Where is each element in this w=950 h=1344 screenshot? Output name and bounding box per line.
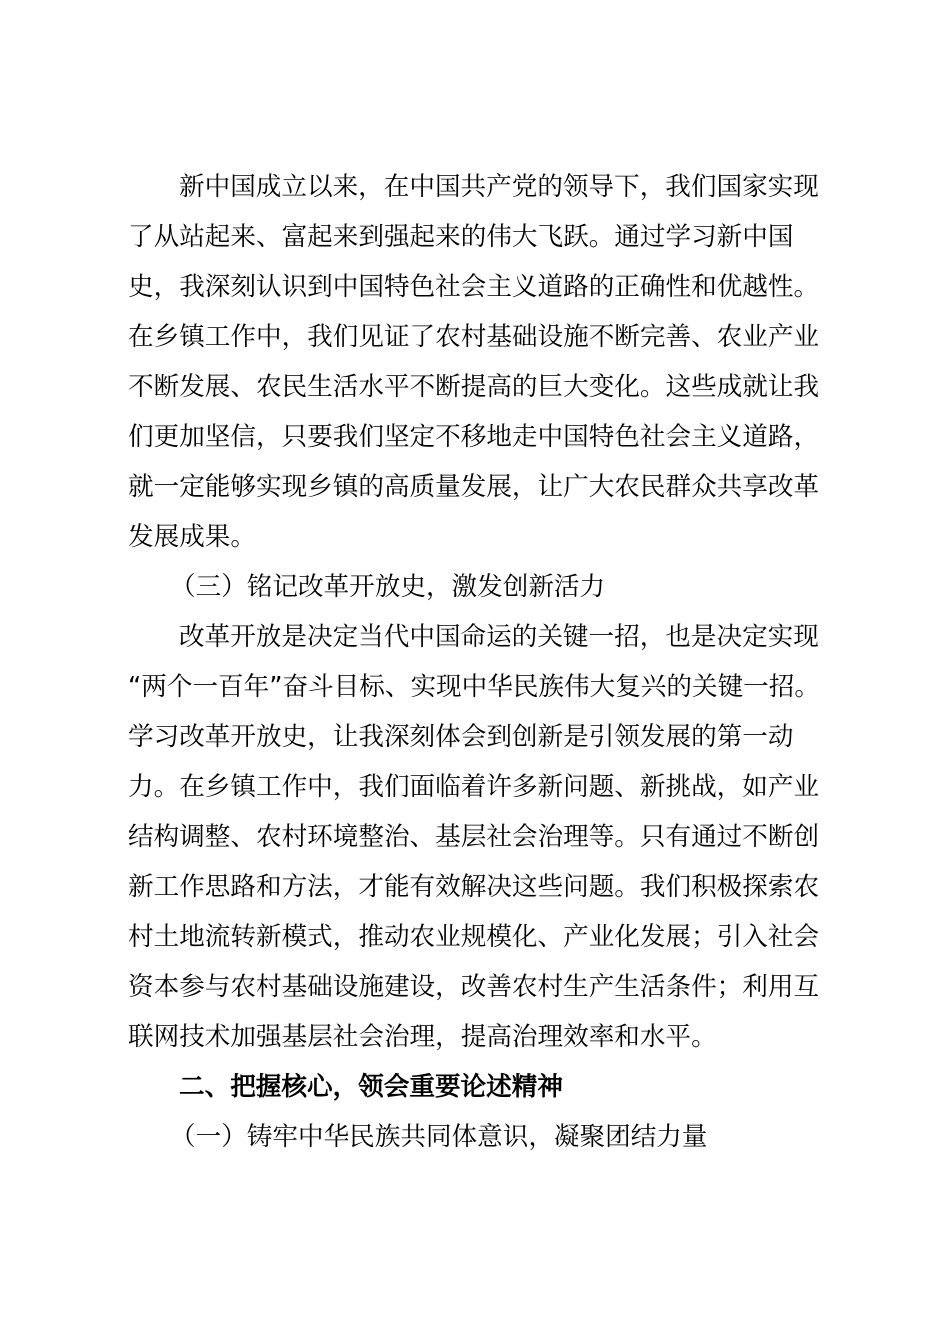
text-line: 联网技术加强基层社会治理，提高治理效率和水平。: [128, 1022, 717, 1052]
text-line: 新工作思路和方法，才能有效解决这些问题。我们积极探索农: [128, 872, 820, 902]
text-line: 们更加坚信，只要我们坚定不移地走中国特色社会主义道路，: [128, 422, 820, 452]
paragraph-reform-opening: [128, 612, 828, 1062]
paragraph-new-china-history: [128, 162, 828, 562]
text-line: “两个一百年”奋斗目标、实现中华民族伟大复兴的关键一招。: [128, 672, 820, 702]
text-line: 发展成果。: [128, 522, 256, 552]
text-line: 学习改革开放史，让我深刻体会到创新是引领发展的第一动: [128, 722, 794, 752]
text-line: 结构调整、农村环境整治、基层社会治理等。只有通过不断创: [128, 822, 820, 852]
text-line: 资本参与农村基础设施建设，改善农村生产生活条件；利用互: [128, 972, 820, 1002]
text-line: 改革开放是决定当代中国命运的关键一招，也是决定实现: [179, 622, 819, 652]
document-page: [128, 162, 828, 1162]
text-line: 了从站起来、富起来到强起来的伟大飞跃。通过学习新中国: [128, 222, 794, 252]
section-heading: 二、把握核心，领会重要论述精神: [179, 1072, 563, 1102]
text-line: 史，我深刻认识到中国特色社会主义道路的正确性和优越性。: [128, 272, 820, 302]
text-line: 在乡镇工作中，我们见证了农村基础设施不断完善、农业产业: [128, 322, 820, 352]
subheading-reform-history: （三）铭记改革开放史，激发创新活力: [170, 572, 606, 602]
text-line: 不断发展、农民生活水平不断提高的巨大变化。这些成就让我: [128, 372, 820, 402]
text-line: 新中国成立以来，在中国共产党的领导下，我们国家实现: [179, 172, 819, 202]
text-line: 就一定能够实现乡镇的高质量发展，让广大农民群众共享改革: [128, 472, 820, 502]
text-line: 力。在乡镇工作中，我们面临着许多新问题、新挑战，如产业: [128, 772, 820, 802]
subheading-national-unity: （一）铸牢中华民族共同体意识，凝聚团结力量: [170, 1122, 708, 1152]
text-line: 村土地流转新模式，推动农业规模化、产业化发展；引入社会: [128, 922, 820, 952]
